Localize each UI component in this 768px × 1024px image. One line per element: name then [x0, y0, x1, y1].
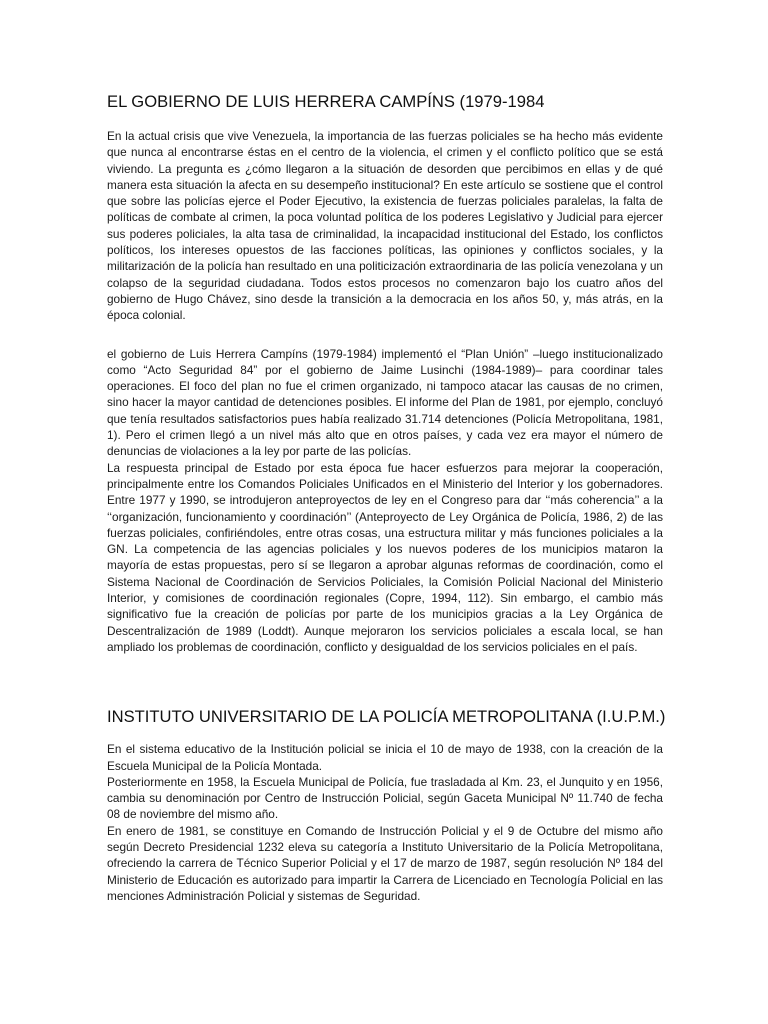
paragraph-posteriormente-1958: Posteriormente en 1958, la Escuela Municipal de Policía, fue trasladada al Km. 23, el Junquito y en 1956, cambia su denominación por Centro de Instrucción Policial, según Gaceta Municipal Nº 11.740 de fecha 08 de noviembre del mismo año.: [107, 774, 663, 822]
paragraph-sistema-educativo: En el sistema educativo de la Institución policial se inicia el 10 de mayo de 1938, con la creación de la Escuela Municipal de la Policía Montada.: [107, 742, 663, 773]
section-title-iupm: INSTITUTO UNIVERSITARIO DE LA POLICÍA METROPOLITANA (I.U.P.M.): [107, 707, 666, 727]
paragraph-crisis-policial: En la actual crisis que vive Venezuela, la importancia de las fuerzas policiales se ha hecho más evidente que nunca al encontrarse éstas en el centro de la violencia, el crimen y el conflicto político que se está viviendo. La pregunta es ¿cómo llegaron a la situación de desorden que percibimos en ellas y de qué manera esta situación la afecta en su desempeño institucional? En este artículo se sostiene que el control que sobre las policías ejerce el Poder Ejecutivo, la existencia de fuerzas policiales paralelas, la falta de políticas de combate al crimen, la poca voluntad política de los poderes Legislativo y Judicial para ejercer sus poderes policiales, la alta tasa de criminalidad, la incapacidad institucional del Estado, los conflictos políticos, los intereses opuestos de las facciones políticas, las opiniones y conflictos sociales, y la militarización de la policía han resultado en una politicización extraordinaria de las policía venezolana y un colapso de la seguridad ciudadana. Todos estos procesos no comenzaron bajo los cuatro años del gobierno de Hugo Chávez, sino desde la transición a la democracia en los años 50, y, más atrás, en la época colonial.: [107, 129, 663, 323]
paragraph-enero-1981: En enero de 1981, se constituye en Comando de Instrucción Policial y el 9 de Octubre del mismo año según Decreto Presidencial 1232 eleva su categoría a Instituto Universitario de la Policía Metropolitana, ofreciendo la carrera de Técnico Superior Policial y el 17 de marzo de 1987, según resolución Nº 184 del Ministerio de Educación es autorizado para impartir la Carrera de Licenciado en Tecnología Policial en las menciones Administración Policial y sistemas de Seguridad.: [107, 823, 663, 903]
document-content: [107, 92, 666, 904]
paragraph-plan-union: el gobierno de Luis Herrera Campíns (1979-1984) implementó el “Plan Unión” –luego institucionalizado como “Acto Seguridad 84” por el gobierno de Jaime Lusinchi (1984-1989)– para coordinar tales operaciones. El foco del plan no fue el crimen organizado, ni tampoco atacar las causas de no crimen, sino hacer la mayor cantidad de detenciones posibles. El informe del Plan de 1981, por ejemplo, concluyó que tenía resultados satisfactorios pues había realizado 31.714 detenciones (Policía Metropolitana, 1981, 1). Pero el crimen llegó a un nivel más alto que en otros países, y cada vez era mayor el número de denuncias de violaciones a la ley por parte de las policías.: [107, 346, 663, 459]
section-title-herrera-campins: EL GOBIERNO DE LUIS HERRERA CAMPÍNS (1979-1984: [107, 92, 545, 111]
paragraph-respuesta-estado: La respuesta principal de Estado por esta época fue hacer esfuerzos para mejorar la cooperación, principalmente entre los Comandos Policiales Unificados en el Ministerio del Interior y los gobernadores. Entre 1977 y 1990, se introdujeron anteproyectos de ley en el Congreso para dar ‘‘más coherencia’’ a la ‘‘organización, funcionamiento y coordinación’’ (Anteproyecto de Ley Orgánica de Policía, 1986, 2) de las fuerzas policiales, confiriéndoles, entre otras cosas, una estructura militar y más funciones policiales a la GN. La competencia de las agencias policiales y los nuevos poderes de los municipios mataron la mayoría de estas propuestas, pero sí se llegaron a aprobar algunas reformas de coordinación, como el Sistema Nacional de Coordinación de Servicios Policiales, la Comisión Policial Nacional del Ministerio Interior, y comisiones de coordinación regionales (Copre, 1994, 112). Sin embargo, el cambio más significativo fue la creación de policías por parte de los municipios gracias a la Ley Orgánica de Descentralización de 1989 (Loddt). Aunque mejoraron los servicios policiales a escala local, se han ampliado los problemas de coordinación, conflicto y desigualdad de los servicios policiales en el país.: [107, 460, 663, 654]
